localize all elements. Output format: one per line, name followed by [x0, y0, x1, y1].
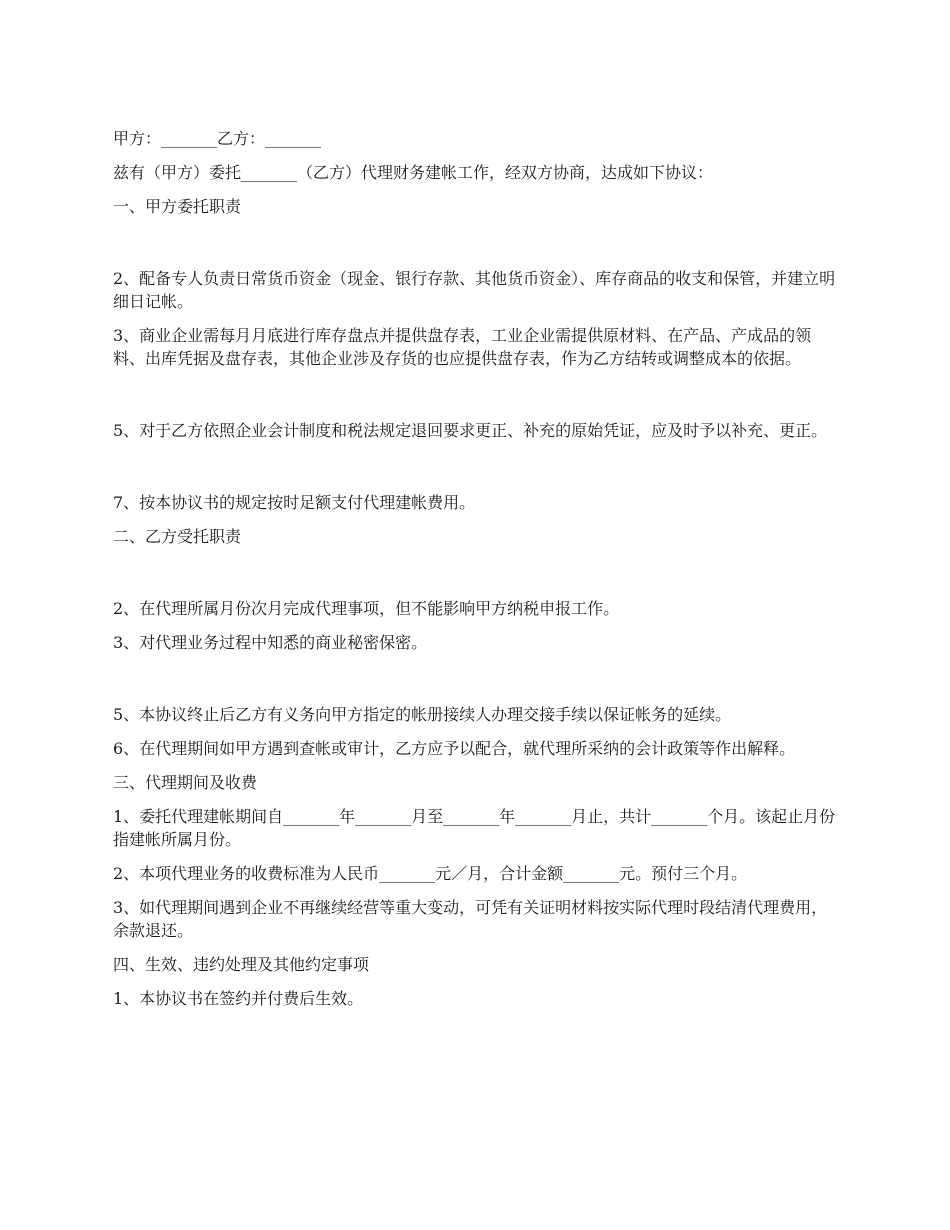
preamble-paragraph: 兹有（甲方）委托_______（乙方）代理财务建帐工作，经双方协商，达成如下协议： [113, 163, 714, 182]
clause-d-1: 1、本协议书在签约并付费后生效。 [113, 989, 364, 1008]
section-heading-party-a: 一、甲方委托职责 [113, 197, 242, 216]
clause-c-2: 2、本项代理业务的收费标准为人民币_______元／月，合计金额_______元。预付三个月。 [113, 864, 748, 883]
parties-line: 甲方：_______乙方：_______ [113, 129, 322, 148]
clause-b-3: 3、对代理业务过程中知悉的商业秘密保密。 [113, 633, 428, 652]
blank-gap [113, 381, 843, 419]
clause-b-6: 6、在代理期间如甲方遇到查帐或审计，乙方应予以配合，就代理所采纳的会计政策等作出解释。 [113, 739, 796, 758]
clause-b-2: 2、在代理所属月份次月完成代理事项，但不能影响甲方纳税申报工作。 [113, 599, 620, 618]
clause-a-2: 2、配备专人负责日常货币资金（现金、银行存款、其他货币资金）、库存商品的收支和保管，并建立明细日记帐。 [113, 269, 836, 311]
clause-b-5: 5、本协议终止后乙方有义务向甲方指定的帐册接续人办理交接手续以保证帐务的延续。 [113, 705, 732, 724]
clause-a-5: 5、对于乙方依照企业会计制度和税法规定退回要求更正、补充的原始凭证，应及时予以补充、更正。 [113, 421, 828, 440]
clause-a-3: 3、商业企业需每月月底进行库存盘点并提供盘存表，工业企业需提供原材料、在产品、产成品的领料、出库凭据及盘存表，其他企业涉及存货的也应提供盘存表，作为乙方结转或调整成本的依据。 [113, 326, 812, 368]
blank-gap [113, 665, 843, 703]
clause-c-1: 1、委托代理建帐期间自_______年_______月至_______年_______月止，共计_______个月。该起止月份指建帐所属月份。 [113, 807, 836, 849]
blank-gap [113, 453, 843, 491]
section-heading-effect: 四、生效、违约处理及其他约定事项 [113, 955, 370, 974]
document-page [113, 127, 843, 1021]
section-heading-period-fees: 三、代理期间及收费 [113, 773, 258, 792]
blank-gap [113, 229, 843, 267]
clause-a-7: 7、按本协议书的规定按时足额支付代理建帐费用。 [113, 493, 476, 512]
blank-gap [113, 559, 843, 597]
section-heading-party-b: 二、乙方受托职责 [113, 527, 242, 546]
clause-c-3: 3、如代理期间遇到企业不再继续经营等重大变动，可凭有关证明材料按实际代理时段结清代理费用，余款退还。 [113, 898, 828, 940]
